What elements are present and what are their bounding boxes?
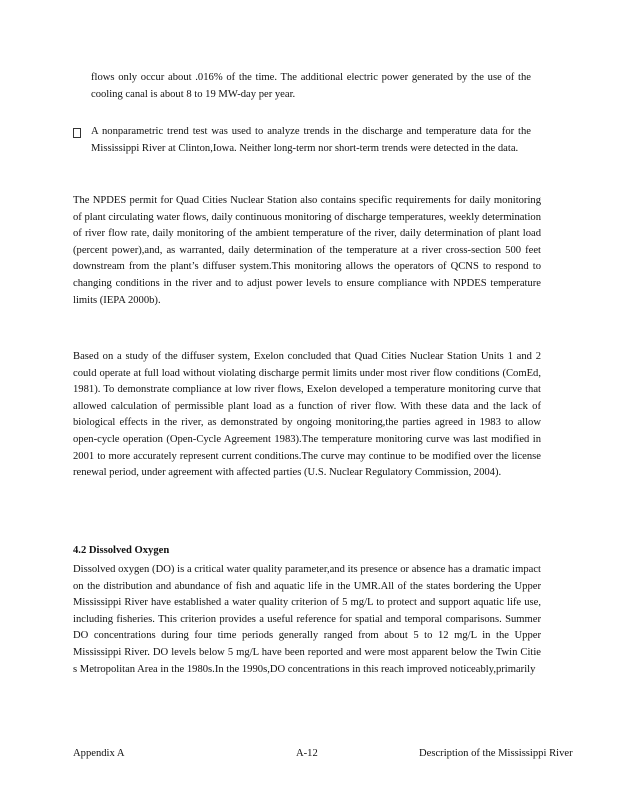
paragraph-flows: flows only occur about .016% of the time. The additional electric power generated by the use of the cooling canal is about 8 to 19 MW-day per year.: [91, 72, 531, 100]
paragraph-npdes: The NPDES permit for Quad Cities Nuclear Station also contains specific requirements for daily monitoring of plant circulating water flows, daily continuous monitoring of discharge temperatures, weekly determination of river flow rate, daily monitoring of the ambient temperature of the river, daily determination of plant load (percent power),and, as warranted, daily determination of the temperature at a river cross-section 500 feet downstream from the plant’s diffuser system.This monitoring allows the operators of QCNS to respond to changing conditions in the river and to adjust power levels to ensure compliance with NPDES temperature limits (IEPA 2000b).: [73, 195, 541, 306]
footer-page-number: A-12: [296, 748, 318, 759]
paragraph-diffuser-study: Based on a study of the diffuser system, Exelon concluded that Quad Cities Nuclear Station Units 1 and 2 could operate at full load without violating discharge permit limits under most river flow conditions (ComEd, 1981). To demonstrate compliance at low river flows, Exelon developed a temperature monitoring curve that allowed calculation of permissible plant load as a function of river flow. With these data and the lack of biological effects in the river, as demonstrated by ongoing monitoring,the parties agreed in 1983 to allow open-cycle operation (Open-Cycle Agreement 1983).The temperature monitoring curve was last modified in 2001 to more accurately represent current conditions.The curve may continue to be modified over the license renewal period, under agreement with affected parties (U.S. Nuclear Regulatory Commission, 2004).: [73, 351, 541, 479]
paragraph-dissolved-oxygen: Dissolved oxygen (DO) is a critical water quality parameter,and its presence or absence has a dramatic impact on the distribution and abundance of fish and aquatic life in the UMR.All of the states bordering the Upper Mississippi River have established a water quality criterion of 5 mg/L to protect and support aquatic life use, including fisheries. This criterion provides a useful reference for spatial and temporal comparisons. Summer DO concentrations during four time periods generally ranged from about 5 to 12 mg/L in the Upper Mississippi River. DO levels below 5 mg/L have been reported and were most apparent below the Twin Citie s Metropolitan Area in the 1980s.In the 1990s,DO concentrations in this reach improved noticeably,primarily: [73, 564, 541, 675]
footer-left: Appendix A: [73, 748, 125, 759]
footer-right: Description of the Mississippi River: [419, 748, 573, 759]
section-heading: 4.2 Dissolved Oxygen: [73, 545, 170, 556]
bullet-icon: [73, 128, 81, 138]
bullet-paragraph: A nonparametric trend test was used to analyze trends in the discharge and temperature data for the Mississippi River at Clinton,Iowa. Neither long-term nor short-term trends were detected in the data.: [91, 126, 531, 154]
